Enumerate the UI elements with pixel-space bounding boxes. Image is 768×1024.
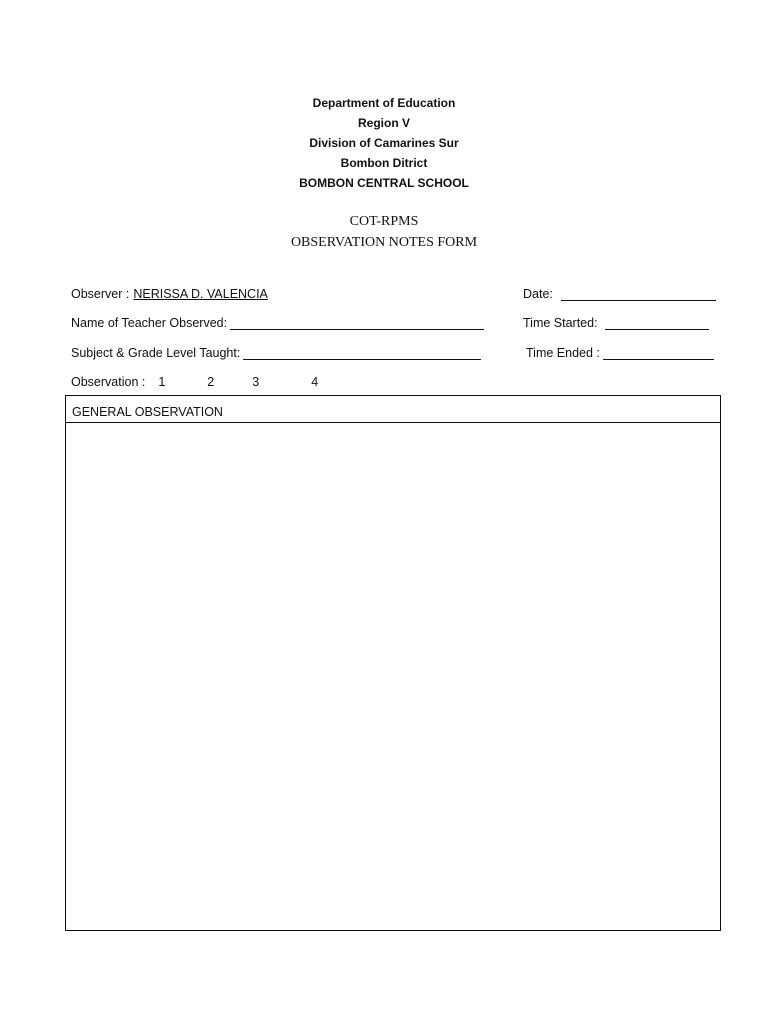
school-header xyxy=(0,93,768,193)
subject-field[interactable] xyxy=(243,347,481,360)
header-region: Region V xyxy=(357,116,410,130)
date-label: Date: xyxy=(523,287,553,301)
observation-row xyxy=(71,375,318,389)
time-started-label: Time Started: xyxy=(523,316,598,330)
observer-row xyxy=(71,287,268,301)
general-observation-box xyxy=(65,395,721,931)
form-title-line2: OBSERVATION NOTES FORM xyxy=(290,235,478,250)
observer-label: Observer : xyxy=(71,287,130,301)
header-department: Department of Education xyxy=(312,96,456,110)
teacher-field[interactable] xyxy=(230,317,484,330)
teacher-label: Name of Teacher Observed: xyxy=(71,316,228,330)
time-started-row xyxy=(523,316,709,330)
time-ended-field[interactable] xyxy=(603,347,714,360)
form-title xyxy=(0,211,768,253)
date-row xyxy=(523,287,716,301)
date-field[interactable] xyxy=(561,288,716,301)
subject-row xyxy=(71,346,481,360)
general-observation-notes-area[interactable] xyxy=(66,423,720,929)
time-ended-label: Time Ended : xyxy=(526,346,600,360)
observation-label: Observation : xyxy=(71,375,146,389)
teacher-row xyxy=(71,316,484,330)
subject-label: Subject & Grade Level Taught: xyxy=(71,346,241,360)
observation-option-2[interactable]: 2 xyxy=(207,375,215,389)
general-observation-heading: GENERAL OBSERVATION xyxy=(66,396,720,423)
observation-option-1[interactable]: 1 xyxy=(158,375,166,389)
header-division: Division of Camarines Sur xyxy=(309,136,459,150)
time-started-field[interactable] xyxy=(605,317,709,330)
header-district: Bombon Ditrict xyxy=(340,156,428,170)
form-title-line1: COT-RPMS xyxy=(349,214,419,229)
time-ended-row xyxy=(526,346,714,360)
observer-value: NERISSA D. VALENCIA xyxy=(133,287,268,301)
observation-option-3[interactable]: 3 xyxy=(252,375,260,389)
observation-option-4[interactable]: 4 xyxy=(311,375,319,389)
header-school: BOMBON CENTRAL SCHOOL xyxy=(299,176,469,190)
